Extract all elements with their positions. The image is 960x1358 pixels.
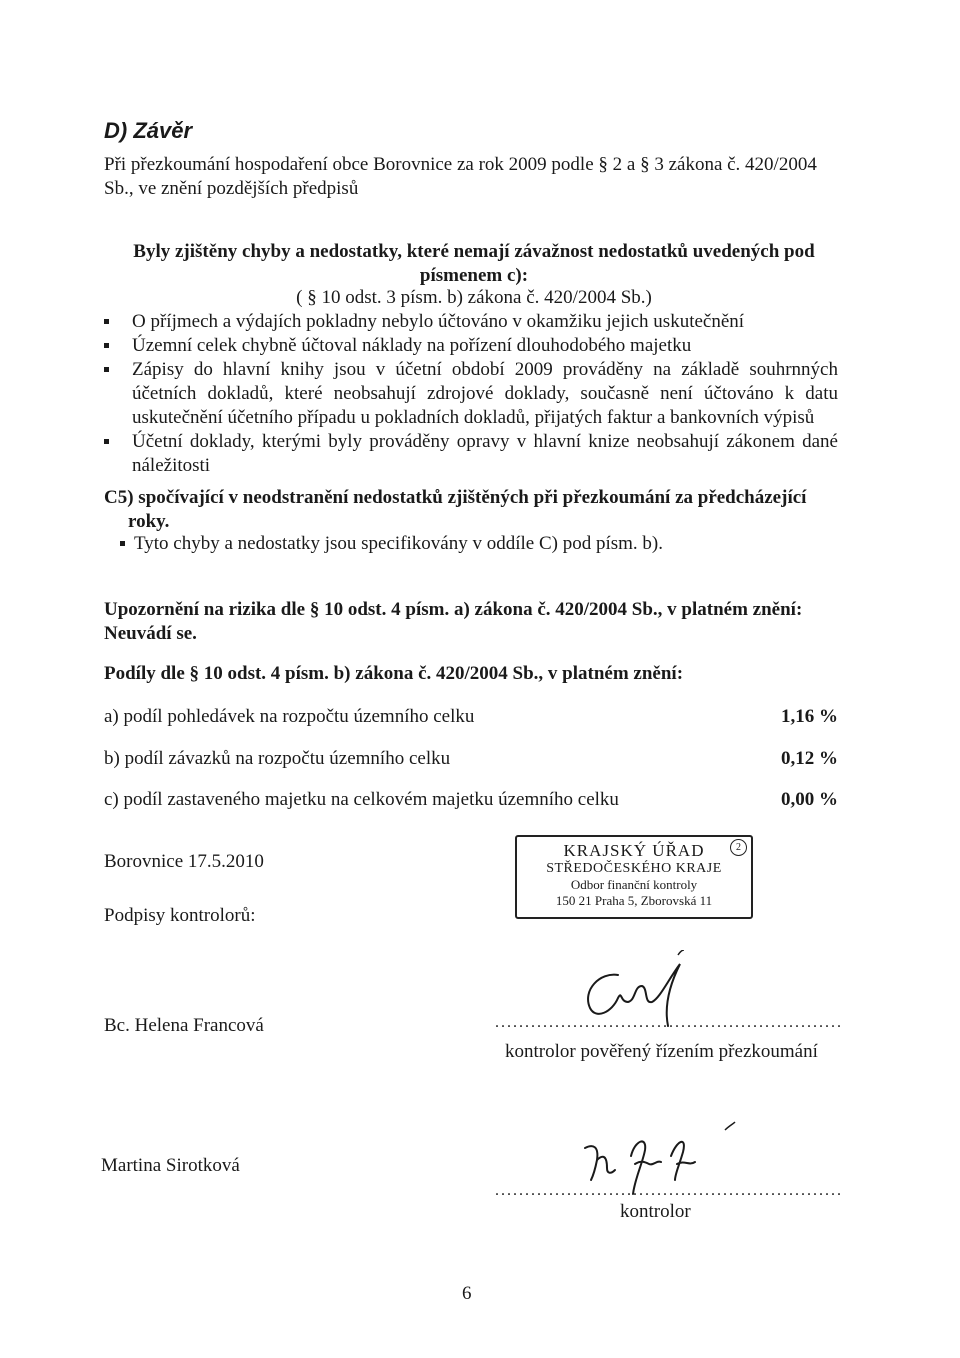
- signer-1-name: Bc. Helena Francová: [104, 1015, 264, 1036]
- signer-2-name: Martina Sirotková: [101, 1155, 240, 1176]
- page-number: 6: [462, 1283, 472, 1304]
- risk-warning: [104, 598, 844, 646]
- share-row-receivables: [104, 705, 838, 729]
- section-c5-title-line-1: C5) spočívající v neodstranění nedostatků zjištěných při přezkoumání za předcházející: [104, 487, 807, 508]
- share-label: c) podíl zastaveného majetku na celkovém majetku územního celku: [104, 789, 619, 810]
- list-item: Zápisy do hlavní knihy jsou v účetní období 2009 prováděny na základě souhrnných účetních dokladů, které neobsahují zdrojové doklady, současně není účtováno k datu uskutečnění účetního případu u pokladních dokladů, přijatých faktur a bankovních výpisů: [104, 358, 838, 430]
- place-and-date: Borovnice 17.5.2010: [104, 851, 264, 872]
- signatures-label: Podpisy kontrolorů:: [104, 905, 256, 926]
- section-c5-title: [104, 486, 844, 534]
- list-item: O příjmech a výdajích pokladny nebylo účtováno v okamžiku jejich uskutečnění: [104, 310, 838, 334]
- risk-warning-value: Neuvádí se.: [104, 623, 197, 644]
- intro-paragraph: [104, 153, 844, 201]
- stamp-line-4: 150 21 Praha 5, Zborovská 11: [555, 893, 713, 908]
- signer-2-dotted-line: ..........................................................: [495, 1182, 843, 1199]
- section-b-title-line-2: písmenem c):: [419, 265, 529, 286]
- list-item: Územní celek chybně účtoval náklady na pořízení dlouhodobého majetku: [104, 334, 838, 358]
- office-stamp: [515, 835, 753, 919]
- stamp-number: 2: [730, 839, 747, 856]
- intro-line-1: Při přezkoumání hospodaření obce Borovnice za rok 2009 podle § 2 a § 3 zákona č. 420/2004: [104, 154, 817, 175]
- section-b-reference: ( § 10 odst. 3 písm. b) zákona č. 420/2004 Sb.): [296, 287, 652, 308]
- share-value: 0,00 %: [781, 789, 838, 810]
- section-c5-bullet-list: [120, 532, 840, 556]
- list-item: Tyto chyby a nedostatky jsou specifikovány v oddíle C) pod písm. b).: [120, 532, 840, 556]
- share-value: 0,12 %: [781, 748, 838, 769]
- signer-1-role: kontrolor pověřený řízením přezkoumání: [505, 1041, 818, 1062]
- intro-line-2: Sb., ve znění pozdějších předpisů: [104, 178, 359, 199]
- share-label: a) podíl pohledávek na rozpočtu územního celku: [104, 706, 475, 727]
- share-label: b) podíl závazků na rozpočtu územního celku: [104, 748, 451, 769]
- share-row-pledged-assets: [104, 788, 838, 812]
- section-b-bullet-list: [104, 310, 838, 478]
- share-row-liabilities: [104, 747, 838, 771]
- risk-warning-title: Upozornění na rizika dle § 10 odst. 4 písm. a) zákona č. 420/2004 Sb., v platném znění:: [104, 599, 803, 620]
- list-item: Účetní doklady, kterými byly prováděny opravy v hlavní knize neobsahují zákonem dané náležitosti: [104, 430, 838, 478]
- signer-2-role: kontrolor: [620, 1201, 691, 1222]
- signer-1-dotted-line: ..........................................................: [495, 1014, 843, 1031]
- shares-title: Podíly dle § 10 odst. 4 písm. b) zákona č. 420/2004 Sb., v platném znění:: [104, 663, 684, 684]
- share-value: 1,16 %: [781, 706, 838, 727]
- stamp-line-3: Odbor finanční kontroly: [570, 877, 698, 892]
- section-b-title-line-1: Byly zjištěny chyby a nedostatky, které nemají závažnost nedostatků uvedených pod: [133, 241, 815, 262]
- stamp-line-1: KRAJSKÝ ÚŘAD: [563, 841, 705, 860]
- section-b-title: [104, 240, 844, 288]
- stamp-line-2: STŘEDOČESKÉHO KRAJE: [546, 861, 722, 876]
- section-c5-title-line-2: roky.: [128, 511, 170, 532]
- section-heading: D) Závěr: [104, 118, 193, 143]
